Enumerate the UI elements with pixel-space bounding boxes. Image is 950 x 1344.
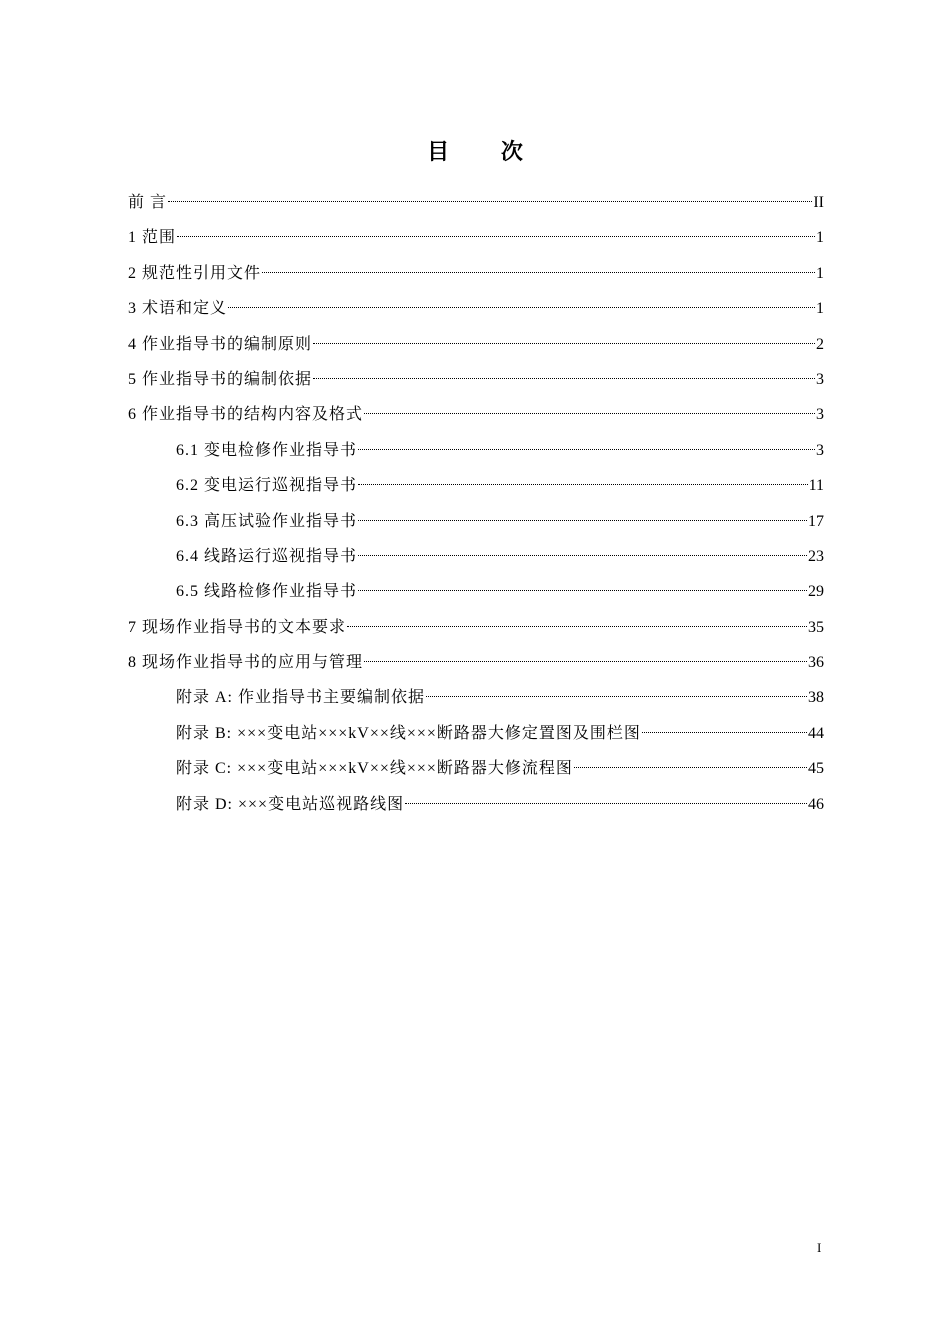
toc-entry-page: 44 — [808, 724, 824, 742]
toc-leader-dots — [358, 554, 807, 556]
toc-entry-6-2[interactable] — [128, 471, 824, 506]
toc-entry-3[interactable] — [128, 294, 824, 329]
toc-entry-6-5[interactable] — [128, 577, 824, 612]
toc-entry-label: 7 现场作业指导书的文本要求 — [128, 618, 347, 636]
toc-entry-label: 4 作业指导书的编制原则 — [128, 335, 313, 353]
toc-entry-6-4[interactable] — [128, 542, 824, 577]
toc-leader-dots — [168, 200, 812, 202]
toc-entry-6[interactable] — [128, 400, 824, 435]
toc-leader-dots — [405, 802, 807, 804]
toc-entry-label: 附录 D: ×××变电站巡视路线图 — [176, 795, 405, 813]
toc-entry-appendix-b[interactable] — [128, 719, 824, 754]
toc-entry-page: 17 — [808, 512, 824, 530]
toc-leader-dots — [642, 731, 807, 733]
toc-leader-dots — [228, 306, 815, 308]
toc-entry-label: 附录 A: 作业指导书主要编制依据 — [176, 689, 426, 707]
toc-leader-dots — [364, 660, 807, 662]
toc-entry-label: 6 作业指导书的结构内容及格式 — [128, 406, 364, 424]
toc-entry-page: 2 — [816, 335, 824, 353]
toc-entry-label: 附录 C: ×××变电站×××kV××线×××断路器大修流程图 — [176, 760, 573, 778]
toc-entry-page: 29 — [808, 583, 824, 601]
toc-entry-page: 1 — [816, 264, 824, 282]
toc-entry-4[interactable] — [128, 330, 824, 365]
toc-entry-page: 1 — [816, 229, 824, 247]
toc-entry-label: 6.2 变电运行巡视指导书 — [176, 477, 358, 495]
toc-entry-page: 36 — [808, 654, 824, 672]
toc-entry-page: II — [813, 194, 824, 211]
toc-entry-label: 2 规范性引用文件 — [128, 264, 262, 282]
toc-entry-label: 1 范围 — [128, 229, 177, 247]
toc-entry-label: 6.3 高压试验作业指导书 — [176, 512, 358, 530]
toc-leader-dots — [358, 519, 807, 521]
toc-entry-label: 8 现场作业指导书的应用与管理 — [128, 654, 364, 672]
toc-entry-page: 1 — [816, 300, 824, 318]
toc-leader-dots — [574, 766, 807, 768]
toc-leader-dots — [262, 271, 815, 273]
toc-entry-label: 附录 B: ×××变电站×××kV××线×××断路器大修定置图及围栏图 — [176, 724, 641, 742]
toc-entry-7[interactable] — [128, 613, 824, 648]
toc-leader-dots — [426, 695, 807, 697]
toc-entry-page: 23 — [808, 547, 824, 565]
toc-entry-page: 3 — [816, 370, 824, 388]
toc-entry-1[interactable] — [128, 223, 824, 258]
toc-leader-dots — [364, 412, 815, 414]
toc-entry-page: 46 — [808, 795, 824, 813]
toc-entry-appendix-c[interactable] — [128, 754, 824, 789]
footer-page-number: I — [817, 1240, 822, 1255]
toc-entry-6-1[interactable] — [128, 436, 824, 471]
toc-entry-page: 35 — [808, 618, 824, 636]
toc-leader-dots — [358, 483, 808, 485]
toc-entry-label: 前 言 — [128, 194, 168, 211]
toc-entry-label: 6.5 线路检修作业指导书 — [176, 583, 358, 601]
toc-leader-dots — [313, 342, 815, 344]
toc-entry-page: 3 — [816, 441, 824, 459]
toc-entry-2[interactable] — [128, 259, 824, 294]
table-of-contents — [128, 188, 824, 825]
toc-leader-dots — [347, 625, 807, 627]
toc-leader-dots — [358, 589, 807, 591]
toc-entry-label: 5 作业指导书的编制依据 — [128, 370, 313, 388]
toc-entry-label: 6.1 变电检修作业指导书 — [176, 441, 358, 459]
toc-leader-dots — [313, 377, 815, 379]
toc-leader-dots — [358, 448, 815, 450]
toc-entry-label: 6.4 线路运行巡视指导书 — [176, 547, 358, 565]
toc-entry-label: 3 术语和定义 — [128, 300, 228, 318]
toc-entry-8[interactable] — [128, 648, 824, 683]
toc-entry-appendix-d[interactable] — [128, 790, 824, 825]
toc-entry-page: 38 — [808, 689, 824, 707]
toc-entry-page: 45 — [808, 760, 824, 778]
page-title: 目 次 — [427, 140, 545, 165]
toc-entry-5[interactable] — [128, 365, 824, 400]
toc-entry-page: 3 — [816, 406, 824, 424]
toc-leader-dots — [177, 235, 815, 237]
toc-entry-appendix-a[interactable] — [128, 683, 824, 718]
toc-entry-6-3[interactable] — [128, 507, 824, 542]
toc-entry-page: 11 — [808, 477, 824, 495]
toc-entry-preface[interactable] — [128, 188, 824, 223]
